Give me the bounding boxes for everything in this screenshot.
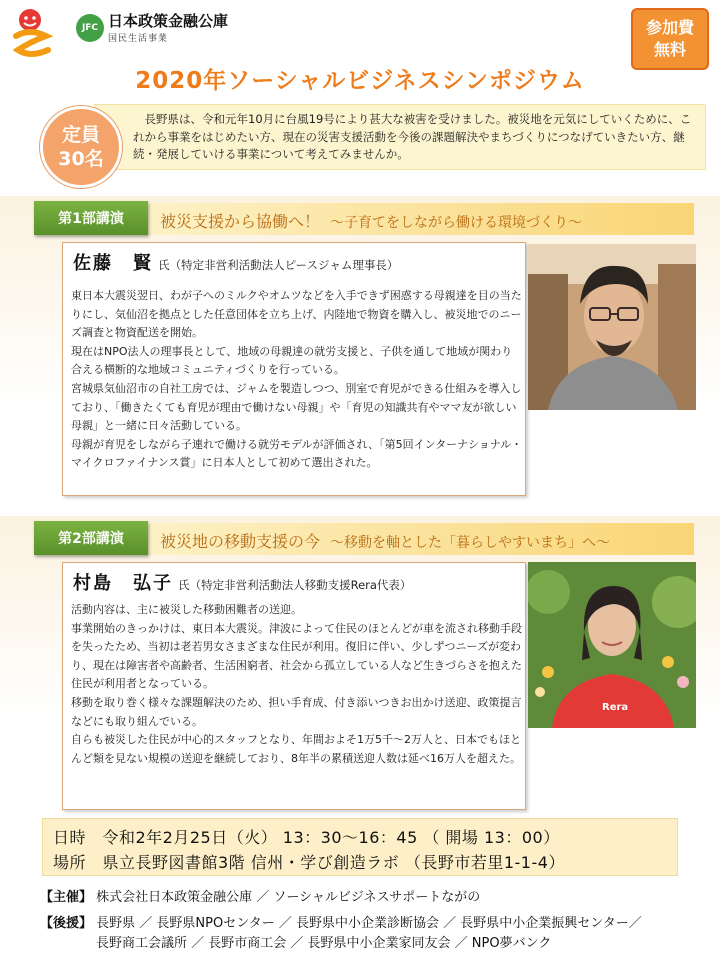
organizer-subname: 国民生活事業: [108, 34, 169, 44]
speaker1-photo: [528, 244, 696, 410]
session1-title: 被災支援から協働へ！: [160, 212, 321, 231]
support-line-2: [96, 934, 720, 954]
support-text-1: 長野県 ／ 長野県NPOセンター ／ 長野県中小企業診断協会 ／ 長野県中小企業振興センター／: [96, 916, 642, 931]
session2-tag: 第2部講演: [34, 521, 148, 555]
capacity-badge: [40, 106, 122, 188]
session1-title-band: [148, 203, 694, 235]
bio-paragraph: 宮城県気仙沼市の自社工房では、ジャムを製造しつつ、別室で育児ができる仕組みを導入しており、「働きたくても育児が理由で働けない母親」や「育児の知識共有やママ友が欲しい母親」と一緒に日々活動している。: [71, 381, 522, 433]
bio-paragraph: 母親が育児をしながら子連れで働ける就労モデルが評価され、「第5回インターナショナル・マイクロファイナンス賞」に日本人として初めて選出された。: [71, 437, 523, 470]
bio-paragraph: 活動内容は、主に被災した移動困難者の送迎。: [71, 603, 302, 616]
capacity-value: 30名: [58, 148, 104, 170]
intro-box: [94, 104, 706, 170]
session1-speaker-affiliation: 氏（特定非営利活動法人ピースジャム理事長）: [158, 258, 399, 272]
session1-tag: 第1部講演: [34, 201, 148, 235]
capacity-label: 定員: [61, 124, 100, 146]
smile-logo-icon: [8, 6, 58, 62]
session2-title-band: [148, 523, 694, 555]
event-venue: 場所 県立長野図書館3階 信州・学び創造ラボ （長野市若里1-1-4）: [53, 853, 565, 872]
support-text-2: 長野商工会議所 ／ 長野市商工会 ／ 長野県中小企業家同友会 ／ NPO夢バンク: [96, 936, 552, 951]
organizer-name: 日本政策金融公庫: [108, 12, 229, 30]
free-badge-line2: 無料: [653, 40, 686, 59]
header: [0, 0, 720, 100]
bio-paragraph: 自らも被災した住民が中心的スタッフとなり、年間およそ1万5千～2万人と、日本でもほとんど類を見ない規模の送迎を継続しており、8年半の累積送迎人数は延べ16万人を超えた。: [71, 733, 521, 765]
bio-paragraph: 移動を取り巻く様々な課題解決のため、担い手育成、付き添いつきお出かけ送迎、政策提言などにも取り組んでいる。: [71, 695, 522, 728]
session2-subtitle: ～移動を軸とした「暮らしやすいまち」へ～: [330, 535, 611, 551]
session2-bio: [71, 601, 523, 768]
session2-speaker: [73, 569, 411, 595]
page-title: 2020年ソーシャルビジネスシンポジウム: [135, 68, 585, 94]
event-datetime: 日時 令和2年2月25日（火） 13：30～16：45 （ 開場 13：00）: [53, 828, 560, 847]
host-line: [40, 888, 710, 908]
jfc-logo-icon: JFC: [76, 14, 104, 42]
free-badge-line1: 参加費: [645, 18, 694, 37]
host-label: 【主催】: [40, 890, 93, 905]
session1-bio: [71, 287, 523, 473]
session1-profile-card: [62, 242, 526, 496]
session2-speaker-affiliation: 氏（特定非営利活動法人移動支援Rera代表）: [178, 578, 412, 592]
bio-paragraph: 東日本大震災翌日、わが子へのミルクやオムツなどを入手できず困惑する母親達を目の当たりにし、気仙沼を拠点とした任意団体を立ち上げ、内陸地で物資を購入し、被災地でのニーズ調査と物資配送を開始。: [71, 289, 522, 340]
session1-subtitle: ～子育てをしながら働ける環境づくり～: [330, 215, 583, 231]
event-info-box: [42, 818, 678, 876]
session2-profile-card: [62, 562, 526, 810]
support-label: 【後援】: [40, 916, 93, 931]
intro-text: 長野県は、令和元年10月に台風19号により甚大な被害を受けました。被災地を元気にしていくために、これから事業をはじめたい方、現在の災害支援活動を今後の課題解決やまちづくりにつなげていきたい方、継続・発展していける事業について考えてみませんか。: [133, 112, 692, 161]
bio-paragraph: 現在はNPO法人の理事長として、地域の母親達の就労支援と、子供を通して地域が関わり合える横断的な地域コミュニティづくりを行っている。: [71, 344, 513, 377]
session2-title: 被災地の移動支援の今: [160, 532, 321, 551]
host-text: 株式会社日本政策金融公庫 ／ ソーシャルビジネスサポートながの: [96, 890, 481, 905]
shirt-logo-text: Rera: [602, 702, 629, 713]
session2-speaker-name: 村島 弘子: [73, 573, 173, 594]
bio-paragraph: 事業開始のきっかけは、東日本大震災。津波によって住民のほとんどが車を流され移動手段を失ったため、当初は老若男女さまざまな住民が利用。復旧に伴い、少しずつニーズが変わり、現在は障害者や高齢者、生活困窮者、社会から孤立している人など生きづらさを抱えた住民が利用者となっている。: [71, 621, 522, 691]
session1-speaker: [73, 249, 398, 275]
session1-speaker-name: 佐藤 賢: [73, 253, 153, 274]
speaker2-photo: [528, 562, 696, 728]
free-admission-badge: [631, 8, 709, 70]
support-line: [40, 914, 710, 934]
